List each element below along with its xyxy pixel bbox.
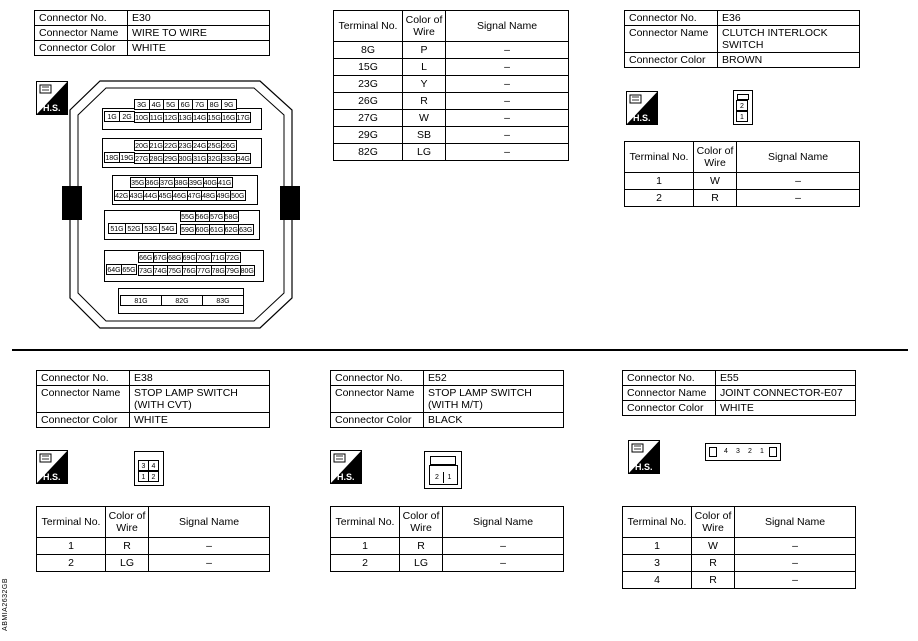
pin: 5G [163,99,179,110]
wire-color-cell: P [403,42,446,59]
table-row [623,555,856,572]
signal-name-cell: – [446,144,569,161]
wire-color-cell: W [403,110,446,127]
wire-color-cell: R [403,93,446,110]
pin: 50G [230,190,246,201]
pin: 43G [129,190,145,201]
pin: 80G [240,265,256,276]
signal-name-cell: – [446,42,569,59]
wire-color-cell: W [694,173,737,190]
e55-color: WHITE [716,401,856,416]
harness-side-icon [628,440,660,474]
table-row [625,190,860,207]
terminal-no-header: Terminal No. [331,507,400,538]
table-row [623,538,856,555]
e36-color: BROWN [718,53,860,68]
pin: 63G [238,224,254,235]
signal-name-cell: – [446,127,569,144]
terminal-no-header: Terminal No. [37,507,106,538]
pin: 71G [211,252,227,263]
terminal-no-cell: 2 [625,190,694,207]
pin: 55G [180,211,196,222]
signal-name-cell: – [149,555,270,572]
harness-side-icon [36,450,68,484]
pin: 2G [119,111,135,122]
signal-name-cell: – [446,93,569,110]
table-row [334,110,569,127]
pin: 17G [236,112,252,123]
pin: 7G [192,99,208,110]
terminal-no-cell: 29G [334,127,403,144]
signal-name-cell: – [737,190,860,207]
terminal-no-cell: 2 [331,555,400,572]
svg-text:H.S.: H.S. [337,472,355,482]
pin: 1G [104,111,120,122]
pin: 62G [224,224,240,235]
e52-no: E52 [424,371,564,386]
pin: 59G [180,224,196,235]
table-row [334,76,569,93]
pin: 73G [138,265,154,276]
pin: 15G [207,112,223,123]
terminal-no-header: Terminal No. [334,11,403,42]
pin: 44G [143,190,159,201]
signal-name-cell: – [446,59,569,76]
pin: 76G [182,265,198,276]
pin: 10G [134,112,150,123]
pin: 20G [134,140,150,151]
wire-color-cell: R [400,538,443,555]
e38-color: WHITE [130,413,270,428]
pin: 32G [207,153,223,164]
pin: 27G [134,153,150,164]
pin: 70G [196,252,212,263]
e38-terminal-table [36,506,270,572]
pin: 41G [217,177,233,188]
wire-color-cell: R [106,538,149,555]
pin: 26G [221,140,237,151]
pin: 37G [159,177,175,188]
pin: 14G [192,112,208,123]
pin: 3 [732,446,744,457]
pin: 79G [225,265,241,276]
terminal-no-header: Terminal No. [623,507,692,538]
table-row [334,59,569,76]
signal-name-header: Signal Name [149,507,270,538]
signal-name-cell: – [443,555,564,572]
color-of-wire-header: Color of Wire [400,507,443,538]
pin: 2 [736,100,748,111]
pin: 28G [149,153,165,164]
terminal-no-cell: 1 [331,538,400,555]
pin: 57G [209,211,225,222]
terminal-no-cell: 27G [334,110,403,127]
table-row [625,173,860,190]
e36-name: CLUTCH INTERLOCK SWITCH [718,26,860,53]
pin: 2 [148,471,159,482]
e55-name: JOINT CONNECTOR-E07 [716,386,856,401]
color-of-wire-header: Color of Wire [694,142,737,173]
table-row [623,572,856,589]
pin: 1 [443,472,455,483]
terminal-no-header: Terminal No. [625,142,694,173]
connector-color-label: Connector Color [623,401,716,416]
pin: 46G [172,190,188,201]
pin: 58G [224,211,240,222]
svg-text:H.S.: H.S. [43,472,61,482]
connector-color-label: Connector Color [35,41,128,56]
signal-name-cell: – [446,110,569,127]
terminal-no-cell: 82G [334,144,403,161]
pin: 67G [153,252,169,263]
signal-name-cell: – [735,572,856,589]
pin: 16G [221,112,237,123]
pin: 39G [188,177,204,188]
pin: 4 [148,460,159,471]
terminal-no-cell: 2 [37,555,106,572]
pin: 3 [138,460,149,471]
pin: 38G [174,177,190,188]
pin: 23G [178,140,194,151]
signal-name-cell: – [735,538,856,555]
e30-name: WIRE TO WIRE [128,26,270,41]
wire-color-cell: R [692,572,735,589]
e52-connector-diagram [424,451,462,489]
harness-side-icon [626,91,658,125]
pin: 82G [161,295,203,306]
table-row [331,538,564,555]
pin: 60G [195,224,211,235]
e55-connector-diagram [705,443,781,461]
terminal-no-cell: 3 [623,555,692,572]
terminal-no-cell: 23G [334,76,403,93]
e52-terminal-table [330,506,564,572]
pin: 68G [167,252,183,263]
wire-color-cell: R [694,190,737,207]
pin: 53G [142,223,160,234]
section-divider [12,349,908,351]
terminal-no-cell: 1 [625,173,694,190]
pin: 29G [163,153,179,164]
pin: 25G [207,140,223,151]
signal-name-cell: – [735,555,856,572]
e52-info-table [330,370,564,428]
table-row [334,42,569,59]
e36-terminal-table [624,141,860,207]
e30-connector-diagram [60,80,302,330]
color-of-wire-header: Color of Wire [692,507,735,538]
terminal-no-cell: 4 [623,572,692,589]
pin: 78G [211,265,227,276]
pin: 1 [138,471,149,482]
pin: 11G [149,112,165,123]
e38-name: STOP LAMP SWITCH (WITH CVT) [130,386,270,413]
signal-name-header: Signal Name [443,507,564,538]
pin: 2 [744,446,756,457]
wire-color-cell: SB [403,127,446,144]
pin: 77G [196,265,212,276]
pin: 33G [221,153,237,164]
pin: 45G [158,190,174,201]
e52-color: BLACK [424,413,564,428]
pin: 40G [203,177,219,188]
svg-text:H.S.: H.S. [633,113,651,123]
signal-name-header: Signal Name [735,507,856,538]
pin: 61G [209,224,225,235]
pin: 36G [145,177,161,188]
wire-color-cell: L [403,59,446,76]
pin: 4G [149,99,165,110]
connector-no-label: Connector No. [35,11,128,26]
connector-no-label: Connector No. [625,11,718,26]
pin: 12G [163,112,179,123]
terminal-no-cell: 15G [334,59,403,76]
color-of-wire-header: Color of Wire [106,507,149,538]
wire-color-cell: LG [400,555,443,572]
table-row [334,127,569,144]
pin: 31G [192,153,208,164]
pin: 51G [108,223,126,234]
signal-name-header: Signal Name [737,142,860,173]
signal-name-cell: – [443,538,564,555]
pin: 75G [167,265,183,276]
connector-name-label: Connector Name [623,386,716,401]
table-row [334,144,569,161]
pin: 52G [125,223,143,234]
e30-no: E30 [128,11,270,26]
table-row [37,555,270,572]
pin: 1 [736,111,748,122]
pin: 42G [114,190,130,201]
connector-no-label: Connector No. [331,371,424,386]
e52-name: STOP LAMP SWITCH (WITH M/T) [424,386,564,413]
pin: 22G [163,140,179,151]
e36-info-table [624,10,860,68]
pin: 81G [120,295,162,306]
pin: 47G [187,190,203,201]
wire-color-cell: LG [106,555,149,572]
table-row [37,538,270,555]
e30-color: WHITE [128,41,270,56]
connector-color-label: Connector Color [37,413,130,428]
connector-name-label: Connector Name [625,26,718,53]
pin: 69G [182,252,198,263]
e38-no: E38 [130,371,270,386]
signal-name-header: Signal Name [446,11,569,42]
pin: 54G [159,223,177,234]
terminal-no-cell: 1 [37,538,106,555]
pin: 34G [236,153,252,164]
pin: 2 [431,472,443,483]
pin: 8G [207,99,223,110]
e55-terminal-table [622,506,856,589]
pin: 4 [720,446,732,457]
pin: 30G [178,153,194,164]
terminal-no-cell: 1 [623,538,692,555]
connector-no-label: Connector No. [37,371,130,386]
pin: 48G [201,190,217,201]
e36-no: E36 [718,11,860,26]
wire-color-cell: R [692,555,735,572]
pin: 3G [134,99,150,110]
pin: 83G [202,295,244,306]
table-row [331,555,564,572]
pin: 49G [216,190,232,201]
wire-color-cell: LG [403,144,446,161]
signal-name-cell: – [446,76,569,93]
e30-terminal-table [333,10,569,161]
pin: 24G [192,140,208,151]
pin: 13G [178,112,194,123]
table-row [334,93,569,110]
connector-name-label: Connector Name [37,386,130,413]
e36-connector-diagram [733,90,753,125]
wire-color-cell: W [692,538,735,555]
hs-label: H.S. [43,103,61,113]
pin: 19G [119,152,135,163]
harness-side-icon [330,450,362,484]
pin: 9G [221,99,237,110]
pin: 72G [225,252,241,263]
connector-name-label: Connector Name [35,26,128,41]
connector-no-label: Connector No. [623,371,716,386]
pin: 21G [149,140,165,151]
pin: 65G [121,264,137,275]
pin: 6G [178,99,194,110]
svg-text:H.S.: H.S. [635,462,653,472]
e38-info-table [36,370,270,428]
pin: 18G [104,152,120,163]
color-of-wire-header: Color of Wire [403,11,446,42]
connector-color-label: Connector Color [625,53,718,68]
connector-name-label: Connector Name [331,386,424,413]
pin: 56G [195,211,211,222]
terminal-no-cell: 26G [334,93,403,110]
e30-info-table [34,10,270,56]
signal-name-cell: – [737,173,860,190]
connector-color-label: Connector Color [331,413,424,428]
e38-connector-diagram [134,451,164,486]
pin: 66G [138,252,154,263]
pin: 35G [130,177,146,188]
wire-color-cell: Y [403,76,446,93]
pin: 64G [106,264,122,275]
pin: 1 [756,446,768,457]
e55-info-table [622,370,856,416]
terminal-no-cell: 8G [334,42,403,59]
document-code: ABMIA2632GB [2,578,9,631]
pin: 74G [153,265,169,276]
e55-no: E55 [716,371,856,386]
signal-name-cell: – [149,538,270,555]
